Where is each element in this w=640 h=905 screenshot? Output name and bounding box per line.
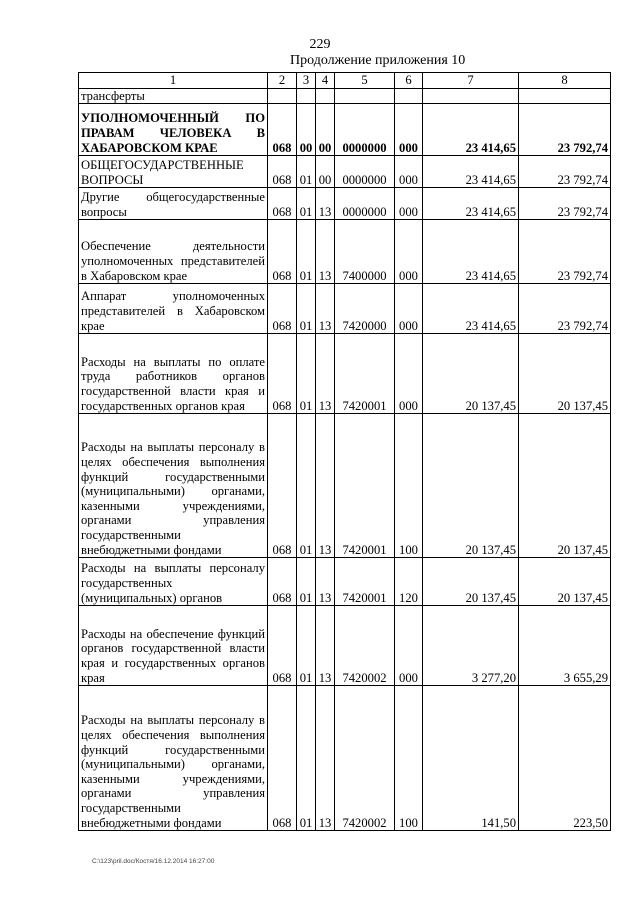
amount-year1: 20 137,45 xyxy=(423,558,519,606)
amount-year2: 23 792,74 xyxy=(519,284,611,334)
table-row xyxy=(79,414,611,558)
subsection-code: 13 xyxy=(316,414,335,558)
expense-type-code: 000 xyxy=(395,156,423,188)
section-code: 01 xyxy=(297,156,316,188)
target-article-code: 0000000 xyxy=(335,188,395,220)
section-code: 01 xyxy=(297,686,316,831)
subsection-code: 13 xyxy=(316,334,335,414)
amount-year2: 23 792,74 xyxy=(519,104,611,156)
amount-year1: 20 137,45 xyxy=(423,334,519,414)
header-cell: 5 xyxy=(335,73,395,89)
subsection-code: 00 xyxy=(316,104,335,156)
amount-year2: 20 137,45 xyxy=(519,414,611,558)
target-article-code: 7420002 xyxy=(335,686,395,831)
ministry-code: 068 xyxy=(268,558,297,606)
file-path-footer: C:\123\pril.doc/Костя/16.12.2014 16:27:00 xyxy=(92,858,215,865)
subsection-code: 13 xyxy=(316,558,335,606)
amount-year1 xyxy=(423,88,519,104)
expense-type-code: 000 xyxy=(395,220,423,284)
amount-year2: 20 137,45 xyxy=(519,558,611,606)
target-article-code: 7420002 xyxy=(335,606,395,686)
target-article-code: 0000000 xyxy=(335,104,395,156)
section-code: 01 xyxy=(297,414,316,558)
table-row xyxy=(79,156,611,188)
expense-type-code: 000 xyxy=(395,334,423,414)
ministry-code: 068 xyxy=(268,104,297,156)
amount-year1: 23 414,65 xyxy=(423,188,519,220)
amount-year1: 23 414,65 xyxy=(423,104,519,156)
row-description: Расходы на выплаты персоналу в целях обеспечения выполнения функций государственными (муниципальными) органами, казенными учреждениями, органами управления государственными внебюджетными фондами xyxy=(79,686,268,831)
target-article-code: 0000000 xyxy=(335,156,395,188)
header-cell: 3 xyxy=(297,73,316,89)
header-cell: 4 xyxy=(316,73,335,89)
expense-type-code: 120 xyxy=(395,558,423,606)
row-description: УПОЛНОМОЧЕННЫЙ ПО ПРАВАМ ЧЕЛОВЕКА В ХАБАРОВСКОМ КРАЕ xyxy=(79,104,268,156)
amount-year1: 23 414,65 xyxy=(423,284,519,334)
amount-year1: 141,50 xyxy=(423,686,519,831)
section-code: 01 xyxy=(297,188,316,220)
amount-year2: 3 655,29 xyxy=(519,606,611,686)
table-row xyxy=(79,558,611,606)
target-article-code: 7420001 xyxy=(335,558,395,606)
ministry-code: 068 xyxy=(268,334,297,414)
header-row xyxy=(79,73,611,89)
table-row xyxy=(79,606,611,686)
amount-year1: 3 277,20 xyxy=(423,606,519,686)
section-code xyxy=(297,88,316,104)
section-code: 00 xyxy=(297,104,316,156)
target-article-code xyxy=(335,88,395,104)
subsection-code: 00 xyxy=(316,156,335,188)
subsection-code: 13 xyxy=(316,606,335,686)
page-number: 229 xyxy=(309,37,331,52)
expense-type-code: 000 xyxy=(395,104,423,156)
table-row xyxy=(79,104,611,156)
row-description: трансферты xyxy=(79,88,268,104)
subsection-code: 13 xyxy=(316,220,335,284)
expense-type-code xyxy=(395,88,423,104)
target-article-code: 7420001 xyxy=(335,334,395,414)
amount-year1: 20 137,45 xyxy=(423,414,519,558)
table-row xyxy=(79,284,611,334)
ministry-code: 068 xyxy=(268,686,297,831)
ministry-code: 068 xyxy=(268,188,297,220)
subsection-code: 13 xyxy=(316,686,335,831)
expense-type-code: 000 xyxy=(395,284,423,334)
row-description: Аппарат уполномоченных представителей в Хабаровском крае xyxy=(79,284,268,334)
amount-year2 xyxy=(519,88,611,104)
section-code: 01 xyxy=(297,220,316,284)
amount-year2: 20 137,45 xyxy=(519,334,611,414)
target-article-code: 7400000 xyxy=(335,220,395,284)
subsection-code: 13 xyxy=(316,284,335,334)
amount-year1: 23 414,65 xyxy=(423,220,519,284)
table-row xyxy=(79,188,611,220)
row-description: Расходы на выплаты персоналу в целях обеспечения выполнения функций государственными (муниципальными) органами, казенными учреждениями, органами управления государственными внебюджетными фондами xyxy=(79,414,268,558)
row-description: Расходы на выплаты по оплате труда работников органов государственной власти края и государственных органов края xyxy=(79,334,268,414)
budget-table xyxy=(78,72,611,831)
section-code: 01 xyxy=(297,606,316,686)
expense-type-code: 000 xyxy=(395,606,423,686)
amount-year1: 23 414,65 xyxy=(423,156,519,188)
table-row xyxy=(79,220,611,284)
header-cell: 6 xyxy=(395,73,423,89)
header-cell: 8 xyxy=(519,73,611,89)
row-description: Обеспечение деятельности уполномоченных представителей в Хабаровском крае xyxy=(79,220,268,284)
ministry-code: 068 xyxy=(268,606,297,686)
row-description: Расходы на выплаты персоналу государственных (муниципальных) органов xyxy=(79,558,268,606)
header-cell: 2 xyxy=(268,73,297,89)
expense-type-code: 000 xyxy=(395,188,423,220)
ministry-code: 068 xyxy=(268,414,297,558)
row-description: ОБЩЕГОСУДАРСТВЕННЫЕ ВОПРОСЫ xyxy=(79,156,268,188)
section-code: 01 xyxy=(297,558,316,606)
table-row xyxy=(79,686,611,831)
expense-type-code: 100 xyxy=(395,414,423,558)
amount-year2: 23 792,74 xyxy=(519,156,611,188)
target-article-code: 7420001 xyxy=(335,414,395,558)
header-cell: 7 xyxy=(423,73,519,89)
ministry-code xyxy=(268,88,297,104)
target-article-code: 7420000 xyxy=(335,284,395,334)
amount-year2: 23 792,74 xyxy=(519,188,611,220)
ministry-code: 068 xyxy=(268,220,297,284)
amount-year2: 23 792,74 xyxy=(519,220,611,284)
section-code: 01 xyxy=(297,334,316,414)
continuation-caption: Продолжение приложения 10 xyxy=(290,53,466,68)
header-cell: 1 xyxy=(79,73,268,89)
subsection-code xyxy=(316,88,335,104)
table-row xyxy=(79,88,611,104)
row-description: Расходы на обеспечение функций органов государственной власти края и государственных органов края xyxy=(79,606,268,686)
amount-year2: 223,50 xyxy=(519,686,611,831)
ministry-code: 068 xyxy=(268,156,297,188)
section-code: 01 xyxy=(297,284,316,334)
row-description: Другие общегосударственные вопросы xyxy=(79,188,268,220)
table-row xyxy=(79,334,611,414)
subsection-code: 13 xyxy=(316,188,335,220)
expense-type-code: 100 xyxy=(395,686,423,831)
ministry-code: 068 xyxy=(268,284,297,334)
